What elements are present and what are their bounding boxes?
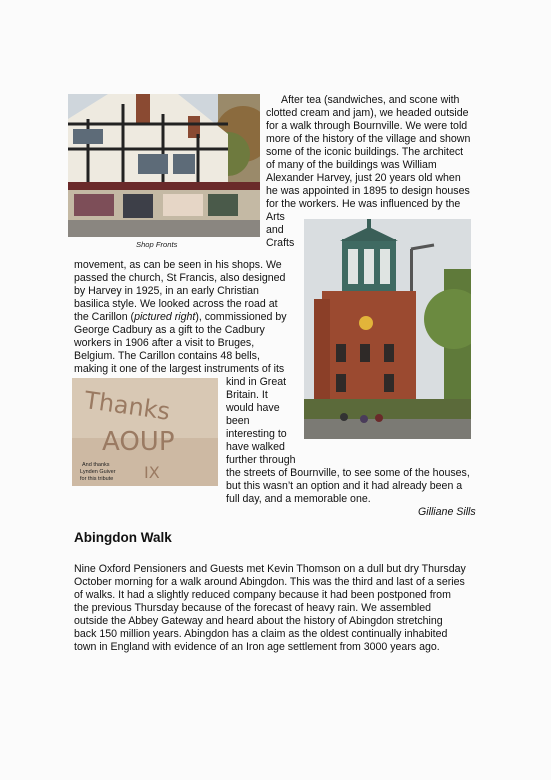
article1-line: interesting to	[226, 428, 287, 440]
pictured-right-emphasis: pictured right	[134, 311, 196, 323]
article1-line: basilica style. We looked across the road at	[74, 298, 278, 310]
article1-line: for a walk through Bournville. We were told	[266, 120, 468, 132]
shop-fronts-photo	[68, 94, 260, 237]
article1-line: George Cadbury as a gift to the Cadbury	[74, 324, 265, 336]
sand-caption-line2: Lynden Guiver	[80, 469, 116, 475]
article2-line: outside the Abbey Gateway and heard about the history of Abingdon stretching	[74, 615, 443, 627]
article2-line: the previous Thursday because of the forecast of heavy rain. We assembled	[74, 602, 432, 614]
sand-word-aoup: AOUP	[102, 427, 175, 457]
article2-line: of walks. It had a slightly reduced company because it had been postponed from	[74, 589, 451, 601]
shop-fronts-caption: Shop Fronts	[136, 240, 178, 249]
article2-line: back 150 million years. Abingdon has a claim as the oldest continually inhabited	[74, 628, 448, 640]
sand-writing-photo	[72, 378, 218, 486]
sand-word-thanks: Thanks	[82, 386, 172, 426]
article1-line: and	[266, 224, 284, 236]
article1-line: further through	[226, 454, 296, 466]
article1-line: kind in Great	[226, 376, 287, 388]
article1-line: Arts	[266, 211, 285, 223]
text-run: the Carillon (	[74, 311, 135, 323]
article1-line: of many of the buildings was William	[266, 159, 437, 171]
article1-line: Britain. It	[226, 389, 268, 401]
article1-line: been	[226, 415, 250, 427]
article1-line: but this wasn’t an option and it had already been a	[226, 480, 463, 492]
article1-line: he was appointed in 1895 to design houses	[266, 185, 470, 197]
article1-line-carillon	[74, 311, 287, 324]
sand-caption-line3: for this tribute	[80, 476, 114, 482]
article1-author: Gilliane Sills	[418, 506, 476, 518]
article1-line: making it one of the largest instruments of its	[74, 363, 285, 375]
article1-line: by Harvey in 1925, in an early Christian	[74, 285, 259, 297]
article2-line: October morning for a walk around Abingdon. This was the third and last of a series	[74, 576, 465, 588]
article1-line: for the workers. He was influenced by the	[266, 198, 461, 210]
text-run: ), commissioned by	[195, 311, 287, 323]
article1-line: After tea (sandwiches, and scone with	[281, 94, 460, 106]
article2-line: Nine Oxford Pensioners and Guests met Kevin Thomson on a dull but dry Thursday	[74, 563, 466, 575]
article1-line: movement, as can be seen in his shops. We	[74, 259, 282, 271]
article1-line: Crafts	[266, 237, 295, 249]
sand-caption-line1: And thanks	[82, 462, 110, 468]
sand-word-ix: IX	[144, 463, 160, 482]
article2-line: town in England with evidence of an Iron age settlement from 3000 years ago.	[74, 641, 440, 653]
article1-line: the streets of Bournville, to see some of the houses,	[226, 467, 470, 479]
article1-line: Alexander Harvey, just 20 years old when	[266, 172, 461, 184]
article1-line: full day, and a memorable one.	[226, 493, 371, 505]
article2-heading: Abingdon Walk	[74, 530, 172, 545]
article1-line: workers in 1906 after a visit to Bruges,	[74, 337, 255, 349]
article1-line: more of the history of the village and shown	[266, 133, 471, 145]
article1-line: would have	[226, 402, 280, 414]
article1-line: some of the iconic buildings. The architect	[266, 146, 464, 158]
article1-line: have walked	[226, 441, 285, 453]
article1-line: Belgium. The Carillon contains 48 bells,	[74, 350, 260, 362]
article1-line: clotted cream and jam), we headed outside	[266, 107, 469, 119]
carillon-photo	[304, 219, 471, 439]
article1-line: passed the church, St Francis, also designed	[74, 272, 286, 284]
